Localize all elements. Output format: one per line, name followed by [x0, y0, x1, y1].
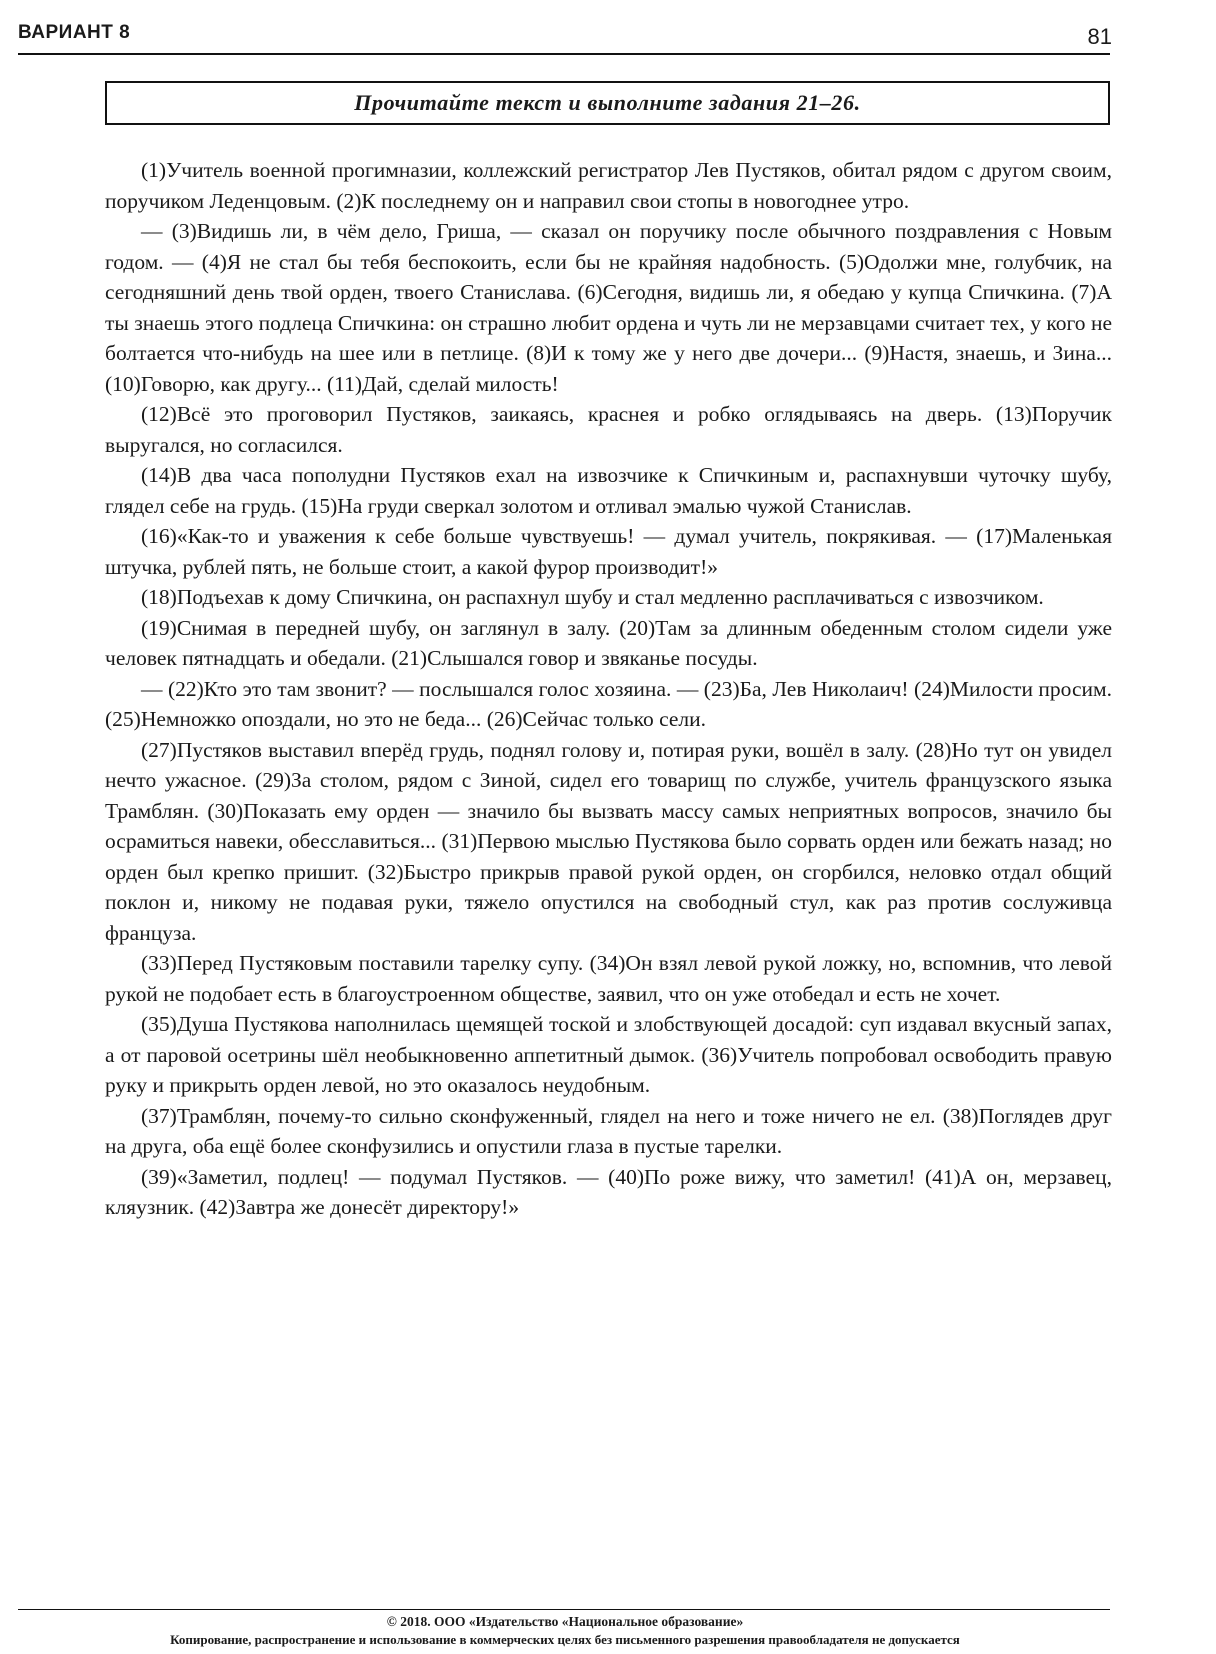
paragraph: (14)В два часа пополудни Пустяков ехал на извозчике к Спичкиным и, распахнувши чуточку шубу, глядел себе на грудь. (15)На груди сверкал золотом и отливал эмалью чужой Станислав.	[105, 463, 1112, 518]
paragraph: (18)Подъехав к дому Спичкина, он распахнул шубу и стал медленно расплачиваться с извозчиком.	[141, 585, 1044, 609]
paragraph: (39)«Заметил, подлец! — подумал Пустяков. — (40)По роже вижу, что заметил! (41)А он, мерзавец, кляузник. (42)Завтра же донесёт директору!»	[105, 1164, 1112, 1219]
paragraph: (12)Всё это проговорил Пустяков, заикаясь, краснея и робко оглядываясь на дверь. (13)Поручик выругался, но согласился.	[105, 402, 1112, 457]
paragraph: — (22)Кто это там звонит? — послышался голос хозяина. — (23)Ба, Лев Николаич! (24)Милости просим. (25)Немножко опоздали, но это не беда... (26)Сейчас только сели.	[105, 676, 1112, 731]
paragraph: (33)Перед Пустяковым поставили тарелку супу. (34)Он взял левой рукой ложку, но, вспомнив, что левой рукой не подобает есть в благоустроенном обществе, заявил, что он уже отобедал и есть не хочет.	[105, 951, 1112, 1006]
paragraph: (35)Душа Пустякова наполнилась щемящей тоской и злобствующей досадой: суп издавал вкусный запах, а от паровой осетрины шёл необыкновенно аппетитный дымок. (36)Учитель попробовал освободить правую руку и прикрыть орден левой, но это оказалось неудобным.	[105, 1012, 1112, 1097]
copyright-line: © 2018. ООО «Издательство «Национальное образование»	[386, 1614, 744, 1629]
paragraph: (27)Пустяков выставил вперёд грудь, поднял голову и, потирая руки, вошёл в залу. (28)Но тут он увидел нечто ужасное. (29)За столом, рядом с Зиной, сидел его товарищ по службе, учитель французского языка Трамблян. (30)Показать ему орден — значило бы вызвать массу самых неприятных вопросов, значило бы осрамиться навеки, обесславиться... (31)Первою мыслью Пустякова было сорвать орден или бежать назад; но орден был крепко пришит. (32)Быстро прикрыв правой рукой орден, он сгорбился, неловко отдал общий поклон и, никому не подавая руки, тяжело опустился на свободный стул, как раз против сослуживца француза.	[105, 737, 1112, 945]
paragraph: (37)Трамблян, почему-то сильно сконфуженный, глядел на него и тоже ничего не ел. (38)Поглядев друг на друга, оба ещё более сконфузились и опустили глаза в пустые тарелки.	[105, 1103, 1112, 1158]
paragraph: — (3)Видишь ли, в чём дело, Гриша, — сказал он поручику после обычного поздравления с Новым годом. — (4)Я не стал бы тебя беспокоить, если бы не крайняя надобность. (5)Одолжи мне, голубчик, на сегодняшний день твой орден, твоего Станислава. (6)Сегодня, видишь ли, я обедаю у купца Спичкина. (7)А ты знаешь этого подлеца Спичкина: он страшно любит ордена и чуть ли не мерзавцами считает тех, у кого не болтается что-нибудь на шее или в петлице. (8)И к тому же у него две дочери... (9)Настя, знаешь, и Зина... (10)Говорю, как другу... (11)Дай, сделай милость!	[105, 219, 1112, 396]
paragraph: (16)«Как-то и уважения к себе больше чувствуешь! — думал учитель, покрякивая. — (17)Маленькая штучка, рублей пять, не больше стоит, а какой фурор производит!»	[105, 524, 1112, 579]
paragraph: (1)Учитель военной прогимназии, коллежский регистратор Лев Пустяков, обитал рядом с другом своим, поручиком Леденцовым. (2)К последнему он и направил свои стопы в новогоднее утро.	[105, 158, 1112, 213]
page-number: 81	[1087, 24, 1112, 49]
task-instruction	[105, 81, 1110, 125]
variant-label: ВАРИАНТ 8	[18, 22, 131, 43]
task-instruction-text: Прочитайте текст и выполните задания 21–26.	[354, 90, 861, 115]
header-divider	[18, 53, 1110, 55]
paragraph: (19)Снимая в передней шубу, он заглянул в залу. (20)Там за длинным обеденным столом сидели уже человек пятнадцать и обедали. (21)Слышался говор и звяканье посуды.	[105, 615, 1112, 670]
footer-divider	[18, 1609, 1110, 1610]
copyright-notice: Копирование, распространение и использование в коммерческих целях без письменного разрешения правообладателя не допускается	[170, 1632, 960, 1647]
reading-text	[105, 155, 1112, 1223]
